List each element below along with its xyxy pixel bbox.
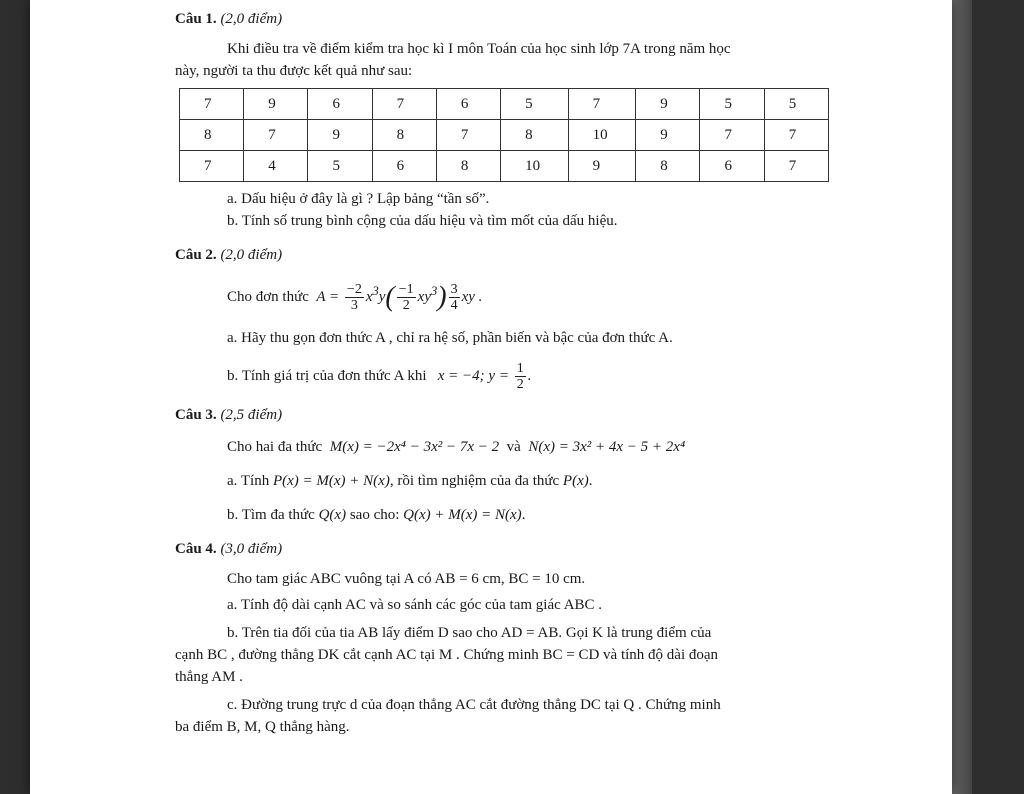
q4-part-a: a. Tính độ dài cạnh AC và so sánh các góc của tam giác ABC .: [227, 597, 603, 614]
q4-heading: [175, 538, 865, 560]
table-cell: 7: [764, 120, 828, 151]
q3-part-a-post: , rồi tìm nghiệm của đa thức: [389, 473, 560, 490]
table-cell: 6: [372, 151, 436, 182]
q4-part-b-line1: b. Trên tia đối của tia AB lấy điểm D sao cho AD = AB. Gọi K là trung điểm của: [227, 625, 712, 642]
table-cell: 9: [308, 120, 372, 151]
table-cell: 5: [308, 151, 372, 182]
table-row: [180, 89, 829, 120]
q3-intro: [175, 436, 865, 458]
q3-part-a: a. Tính P(x) = M(x) + N(x), rồi tìm nghiệm của đa thức P(x).: [227, 473, 593, 490]
q4-part-c-line2: ba điểm B, M, Q thẳng hàng.: [175, 719, 350, 736]
q3-part-b-pre: b. Tìm đa thức: [227, 507, 315, 524]
page-edge-shadow: [952, 0, 972, 794]
q2-part-a: a. Hãy thu gọn đơn thức A , chỉ ra hệ số, phần biến và bậc của đơn thức A.: [227, 330, 673, 347]
q4-points: (3,0 điểm): [220, 541, 283, 558]
table-cell: 6: [700, 151, 764, 182]
table-cell: 7: [764, 151, 828, 182]
table-cell: 7: [180, 89, 244, 120]
exam-content: [175, 8, 865, 738]
table-cell: 9: [636, 89, 700, 120]
q3-and: và: [506, 439, 521, 456]
q2-part-b-text: b. Tính giá trị của đơn thức A khi: [227, 368, 427, 384]
table-cell: 9: [636, 120, 700, 151]
table-cell: 4: [244, 151, 308, 182]
q1-intro-1: Khi điều tra về điểm kiểm tra học kì I môn Toán của học sinh lớp 7A trong năm học: [227, 41, 731, 57]
q2-monomial: A = $\frac{-2}{3}$ $x^3y$( $\frac{-1}{2}$ $xy^3$) $\frac{3}{4}$ xy .: [312, 281, 483, 314]
q3-heading: [175, 404, 865, 426]
q1-heading: [175, 8, 865, 30]
q1-part-a: a. Dấu hiệu ở đây là gì ? Lập bảng “tần số”.: [227, 191, 490, 207]
q1-points: (2,0 điểm): [220, 11, 283, 27]
q3-part-b: b. Tìm đa thức Q(x) sao cho: Q(x) + M(x) = N(x).: [227, 507, 526, 524]
q1-title: Câu 1.: [175, 11, 217, 27]
score-table: [179, 88, 829, 182]
q4-intro: Cho tam giác ABC vuông tại A có AB = 6 cm, BC = 10 cm.: [227, 571, 586, 588]
table-cell: 8: [436, 151, 500, 182]
q2-title: Câu 2.: [175, 247, 217, 263]
table-cell: 7: [180, 151, 244, 182]
table-cell: 8: [180, 120, 244, 151]
table-cell: 10: [501, 151, 569, 182]
q2-intro-text: Cho đơn thức: [227, 289, 309, 305]
q2-part-b: [175, 361, 865, 392]
table-row: [180, 151, 829, 182]
table-cell: 5: [764, 89, 828, 120]
table-row: [180, 120, 829, 151]
q3-intro-text: Cho hai đa thức: [227, 439, 323, 456]
table-cell: 7: [436, 120, 500, 151]
table-cell: 7: [244, 120, 308, 151]
table-cell: 5: [700, 89, 764, 120]
viewer-left-frame: [0, 0, 30, 794]
q3-part-b-expr: Q(x) + M(x) = N(x): [403, 507, 522, 524]
q4-part-c-line1: c. Đường trung trực d của đoạn thẳng AC cắt đường thẳng DC tại Q . Chứng minh: [227, 697, 721, 714]
table-cell: 7: [700, 120, 764, 151]
table-cell: 10: [568, 120, 636, 151]
q3-part-b-mid: sao cho:: [349, 507, 400, 524]
q2-points: (2,0 điểm): [220, 247, 283, 263]
table-cell: 6: [436, 89, 500, 120]
q1-intro-2: này, người ta thu được kết quả như sau:: [175, 63, 413, 79]
q4-part-b-line2: cạnh BC , đường thẳng DK cắt cạnh AC tại M . Chứng minh BC = CD và tính độ dài đoạn: [175, 647, 719, 664]
q2-heading: [175, 244, 865, 266]
q1-part-b: b. Tính số trung bình cộng của dấu hiệu và tìm mốt của dấu hiệu.: [227, 213, 618, 229]
q3-poly-n: N(x) = 3x² + 4x − 5 + 2x⁴: [528, 439, 686, 456]
table-cell: 9: [244, 89, 308, 120]
table-cell: 6: [308, 89, 372, 120]
table-cell: 5: [501, 89, 569, 120]
q3-part-a-px: P(x): [562, 473, 589, 490]
q3-part-b-qx: Q(x): [318, 507, 347, 524]
table-cell: 8: [501, 120, 569, 151]
q2-intro: [175, 280, 865, 313]
table-cell: 8: [372, 120, 436, 151]
viewer-right-frame: [972, 0, 1024, 794]
q3-part-a-expr: P(x) = M(x) + N(x): [272, 473, 390, 490]
q2-values: x = −4; y = $\frac{1}{2}$ .: [430, 361, 532, 393]
q3-poly-m: M(x) = −2x⁴ − 3x² − 7x − 2: [329, 439, 500, 456]
table-cell: 8: [636, 151, 700, 182]
table-cell: 7: [568, 89, 636, 120]
table-cell: 9: [568, 151, 636, 182]
q4-part-b-line3: thẳng AM .: [175, 669, 243, 686]
q3-part-a-pre: a. Tính: [227, 473, 270, 490]
q4-title: Câu 4.: [175, 541, 217, 558]
q3-points: (2,5 điểm): [220, 407, 283, 424]
table-cell: 7: [372, 89, 436, 120]
q3-title: Câu 3.: [175, 407, 217, 424]
